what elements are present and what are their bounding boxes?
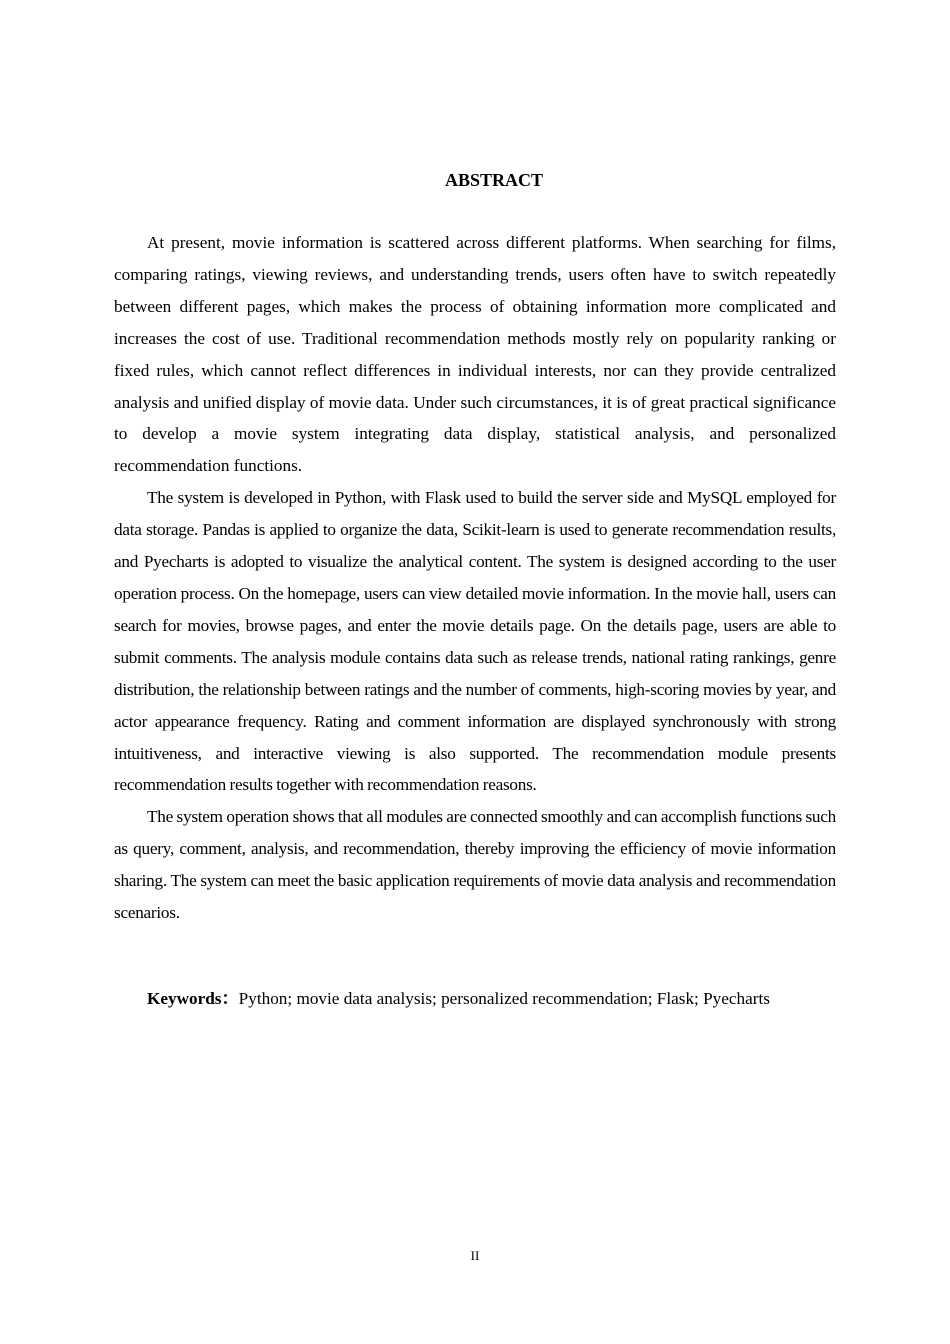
abstract-title: ABSTRACT (444, 170, 544, 190)
abstract-body (114, 227, 836, 929)
keywords-line (114, 983, 836, 1015)
abstract-paragraph-1: At present, movie information is scattered across different platforms. When searching for films, comparing ratings, viewing reviews, and understanding trends, users often have to switch repeatedly between different pages, which makes the process of obtaining information more complicated and increases the cost of use. Traditional recommendation methods mostly rely on popularity ranking or fixed rules, which cannot reflect differences in individual interests, nor can they provide centralized analysis and unified display of movie data. Under such circumstances, it is of great practical significance to develop a movie system integrating data display, statistical analysis, and personalized recommendation functions. (114, 233, 836, 476)
keywords-label: Keywords： (147, 989, 239, 1008)
page-number: II (470, 1248, 480, 1263)
keywords-text: Python; movie data analysis; personalized recommendation; Flask; Pyecharts (238, 989, 770, 1008)
abstract-paragraph-3: The system operation shows that all modules are connected smoothly and can accomplish functions such as query, comment, analysis, and recommendation, thereby improving the efficiency of movie information sharing. The system can meet the basic application requirements of movie data analysis and recommendation scenarios. (114, 807, 836, 923)
abstract-paragraph-2: The system is developed in Python, with Flask used to build the server side and MySQL employed for data storage. Pandas is applied to organize the data, Scikit-learn is used to generate recommendation results, and Pyecharts is adopted to visualize the analytical content. The system is designed according to the user operation process. On the homepage, users can view detailed movie information. In the movie hall, users can search for movies, browse pages, and enter the movie details page. On the details page, users are able to submit comments. The analysis module contains data such as release trends, national rating rankings, genre distribution, the relationship between ratings and the number of comments, high-scoring movies by year, and actor appearance frequency. Rating and comment information are displayed synchronously with strong intuitiveness, and interactive viewing is also supported. The recommendation module presents recommendation results together with recommendation reasons. (114, 488, 836, 795)
